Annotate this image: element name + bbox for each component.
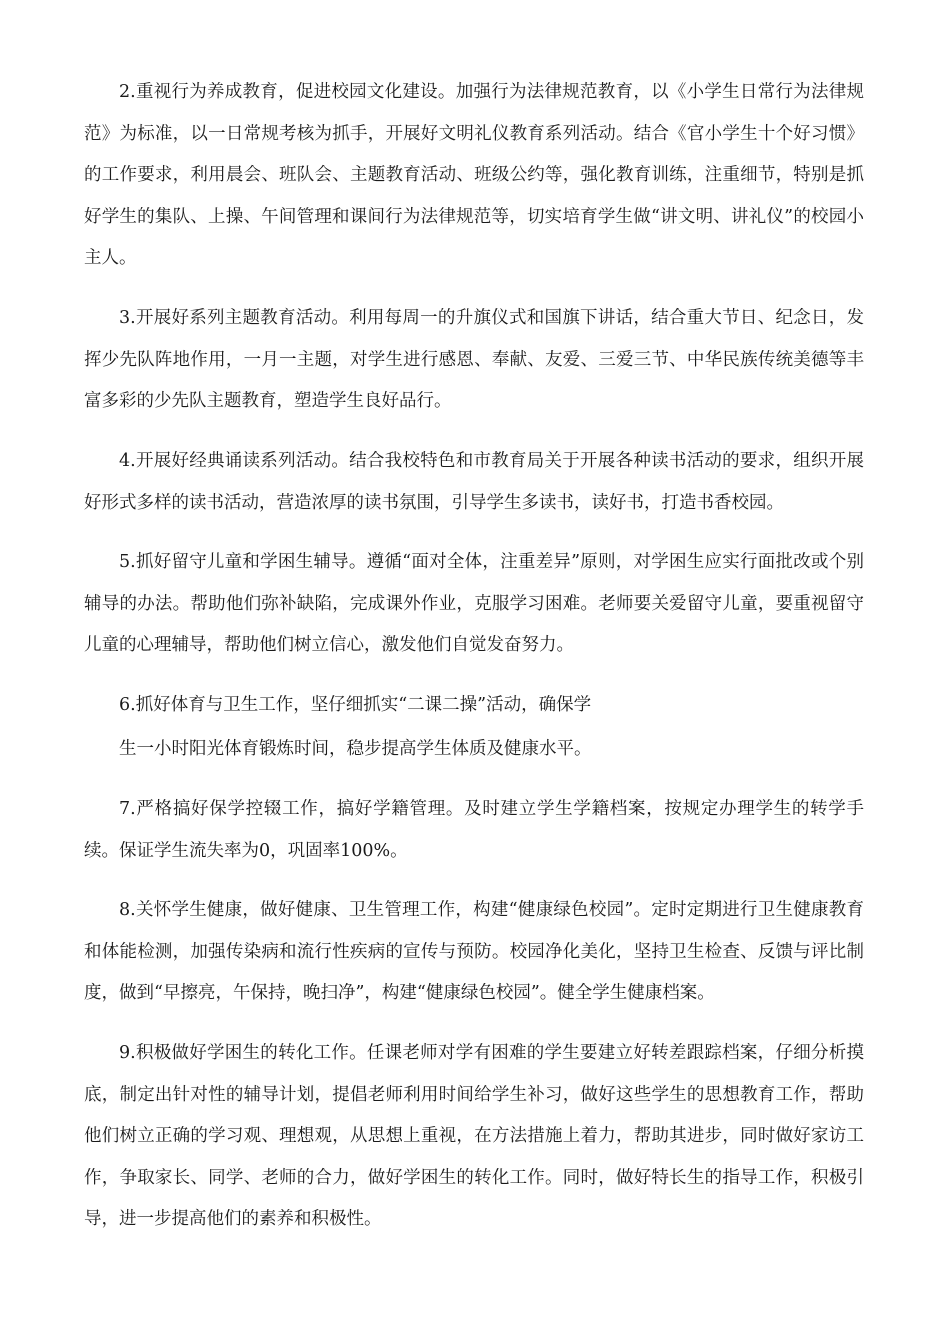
paragraph-4-classic-reading: 4.开展好经典诵读系列活动。结合我校特色和市教育局关于开展各种读书活动的要求，组织开展好形式多样的读书活动，营造浓厚的读书氛围，引导学生多读书，读好书，打造书香校园。 (84, 451, 864, 513)
paragraph-6-continuation: 生一小时阳光体育锻炼时间，稳步提高学生体质及健康水平。 (119, 739, 592, 759)
paragraph-6-sports-health: 6.抓好体育与卫生工作，坚仔细抓实“二课二操”活动，确保学 (119, 695, 592, 715)
paragraph-5-left-behind-children: 5.抓好留守儿童和学困生辅导。遵循“面对全体，注重差异”原则，对学困生应实行面批改或个别辅导的办法。帮助他们弥补缺陷，完成课外作业，克服学习困难。老师要关爱留守儿童，要重视留守儿童的心理辅导，帮助他们树立信心，激发他们自觉发奋努力。 (84, 552, 864, 655)
paragraph-7-enrollment: 7.严格搞好保学控辍工作，搞好学籍管理。及时建立学生学籍档案，按规定办理学生的转学手续。保证学生流失率为0，巩固率100%。 (84, 799, 864, 861)
paragraph-8-student-health: 8.关怀学生健康，做好健康、卫生管理工作，构建“健康绿色校园”。定时定期进行卫生健康教育和体能检测，加强传染病和流行性疾病的宣传与预防。校园净化美化，坚持卫生检查、反馈与评比制度，做到“早擦亮，午保持，晚扫净”，构建“健康绿色校园”。健全学生健康档案。 (84, 900, 864, 1003)
paragraph-2-behavior-education: 2.重视行为养成教育，促进校园文化建设。加强行为法律规范教育，以《小学生日常行为法律规范》为标准，以一日常规考核为抓手，开展好文明礼仪教育系列活动。结合《官小学生十个好习惯》的工作要求，利用晨会、班队会、主题教育活动、班级公约等，强化教育训练，注重细节，特别是抓好学生的集队、上操、午间管理和课间行为法律规范等，切实培育学生做“讲文明、讲礼仪”的校园小主人。 (84, 82, 864, 268)
paragraph-9-struggling-students: 9.积极做好学困生的转化工作。任课老师对学有困难的学生要建立好转差跟踪档案，仔细分析摸底，制定出针对性的辅导计划，提倡老师利用时间给学生补习，做好这些学生的思想教育工作，帮助他们树立正确的学习观、理想观，从思想上重视，在方法措施上着力，帮助其进步，同时做好家访工作，争取家长、同学、老师的合力，做好学困生的转化工作。同时，做好特长生的指导工作，积极引导，进一步提高他们的素养和积极性。 (84, 1043, 864, 1229)
paragraph-3-theme-education: 3.开展好系列主题教育活动。利用每周一的升旗仪式和国旗下讲话，结合重大节日、纪念日，发挥少先队阵地作用，一月一主题，对学生进行感恩、奉献、友爱、三爱三节、中华民族传统美德等丰富多彩的少先队主题教育，塑造学生良好品行。 (84, 308, 864, 411)
